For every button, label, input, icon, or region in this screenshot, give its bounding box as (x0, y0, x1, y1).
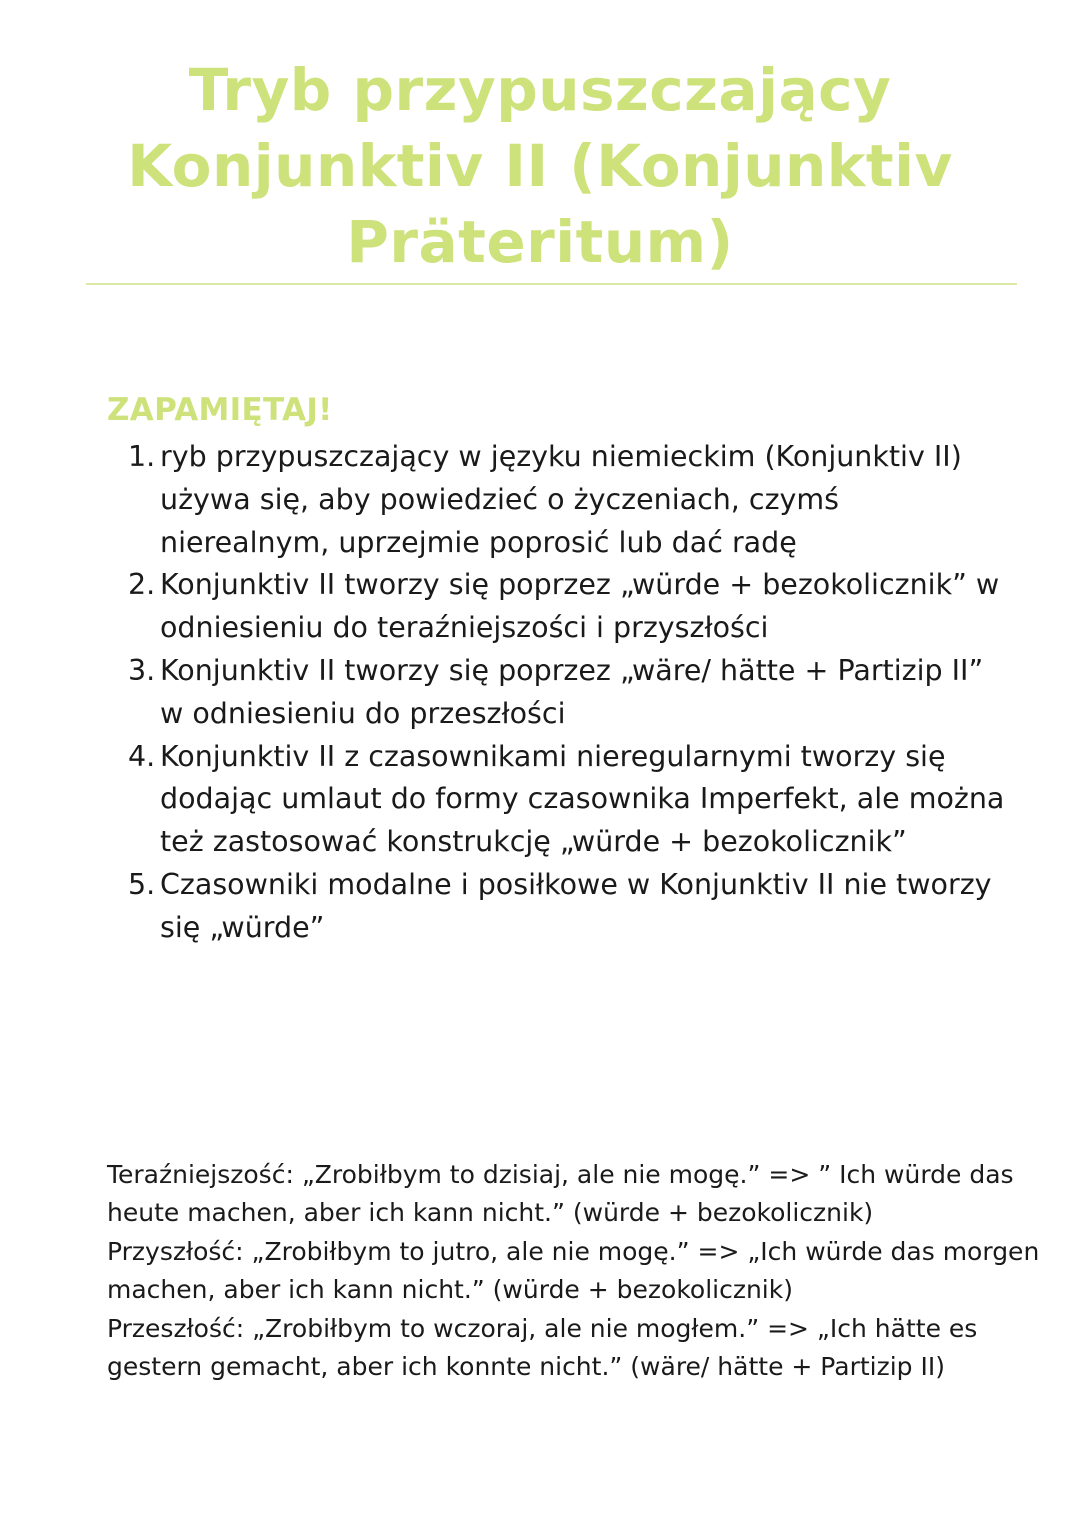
rule-text: Konjunktiv II tworzy się poprzez „wäre/ hätte + Partizip II” w odniesieniu do przeszłości (160, 653, 984, 730)
rule-text: ryb przypuszczający w języku niemieckim (Konjunktiv II) używa się, aby powiedzieć o życzeniach, czymś nierealnym, uprzejmie poprosić lub dać radę (160, 440, 962, 559)
rule-number: 3. (128, 653, 156, 687)
example-present: Teraźniejszość: „Zrobiłbym to dzisiaj, ale nie mogę.” => ” Ich würde das heute machen, aber ich kann nicht.” (würde + bezokolicznik) (107, 1160, 1014, 1228)
rule-number: 4. (128, 739, 156, 773)
rule-item-3 (128, 650, 1008, 736)
rule-text: Konjunktiv II tworzy się poprzez „würde + bezokolicznik” w odniesieniu do teraźniejszości i przyszłości (160, 568, 1000, 645)
rule-item-4 (128, 736, 1008, 864)
examples-section (107, 1156, 1042, 1386)
rule-text: Czasowniki modalne i posiłkowe w Konjunktiv II nie tworzy się „würde” (160, 867, 992, 944)
rule-item-2 (128, 564, 1008, 650)
rule-number: 5. (128, 867, 156, 901)
remember-heading: ZAPAMIĘTAJ! (107, 392, 333, 428)
rule-item-5 (128, 864, 1008, 950)
rules-list (128, 436, 1008, 950)
title-line-1: Tryb przypuszczający (188, 56, 892, 124)
title-line-2: Konjunktiv II (Konjunktiv (127, 132, 953, 200)
rule-item-1 (128, 436, 1008, 564)
rule-number: 2. (128, 568, 156, 602)
page-title (90, 52, 990, 280)
title-line-3: Präteritum) (346, 208, 734, 276)
example-past: Przeszłość: „Zrobiłbym to wczoraj, ale nie mogłem.” => „Ich hätte es gestern gemacht, aber ich konnte nicht.” (wäre/ hätte + Partizip II) (107, 1313, 978, 1382)
rule-text: Konjunktiv II z czasownikami nieregularnymi tworzy się dodając umlaut do formy czasownika Imperfekt, ale można też zastosować konstrukcję „würde + bezokolicznik” (160, 739, 1005, 859)
rule-number: 1. (128, 440, 156, 473)
example-future: Przyszłość: „Zrobiłbym to jutro, ale nie mogę.” => „Ich würde das morgen machen, aber ich kann nicht.” (würde + bezokolicznik) (107, 1236, 1040, 1305)
title-divider (86, 283, 1017, 285)
